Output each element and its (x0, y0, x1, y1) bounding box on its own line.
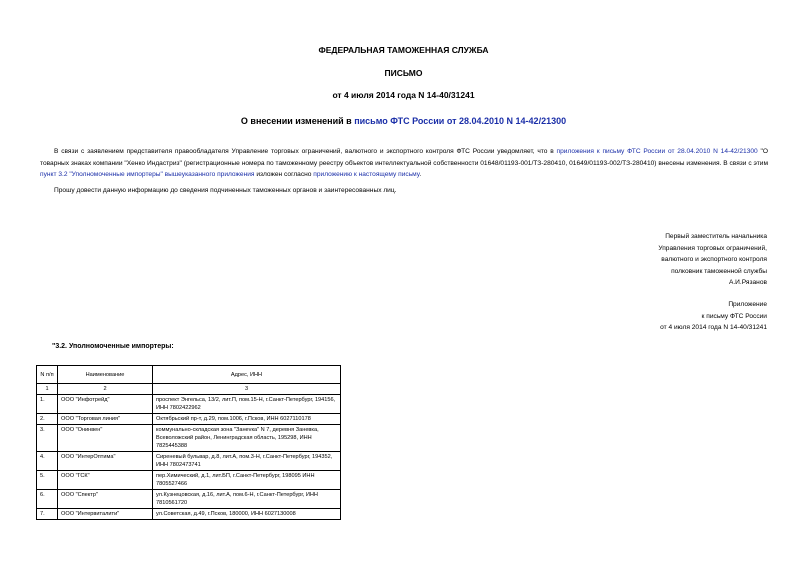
table-row (37, 452, 341, 471)
header-cell-name: Наименование (58, 366, 153, 384)
importer-name: ООО "ИнтерОптима" (58, 452, 153, 471)
body-paragraph-1 (40, 146, 768, 181)
p1-text-d: . (419, 171, 422, 178)
p1-link-appendices[interactable]: приложения к письму ФТС России от 28.04.2010 N 14-42/21300 (556, 148, 758, 155)
appendix-header (567, 299, 767, 334)
signature-line: Управления торговых ограничений, (658, 244, 767, 252)
table-row (37, 395, 341, 414)
header-cell-address: Адрес, ИНН (153, 366, 341, 384)
column-number: 2 (58, 384, 153, 395)
signatory-name: А.И.Рязанов (728, 279, 767, 286)
appendix-line: к письму ФТС России (701, 312, 767, 320)
table-header-row (37, 366, 341, 384)
header-cell-number: N п/п (37, 366, 58, 384)
table-row (37, 425, 341, 452)
importers-table (36, 365, 341, 520)
importer-name: ООО "Инфотрейд" (58, 395, 153, 414)
signature-line: Первый заместитель начальника (665, 233, 767, 240)
appendix-line: от 4 июля 2014 года N 14-40/31241 (660, 324, 767, 331)
p1-text-b: "О товарных знаках компании "Хенко Индастриз" (регистрационные номера по таможенному реестру объектов интеллектуальной собственности 01648/01193-001/ТЗ-280410, 01649/01193-002/ТЗ-280410) внесены изменения. В связи с этим (40, 148, 768, 167)
importer-address: коммунально-складская зона "Занevка" N 7, деревня Заневка, Всеволожский район, Ленинградская область, 195298, ИНН 7825445388 (153, 425, 341, 452)
subject-link[interactable]: письмо ФТС России от 28.04.2010 N 14-42/21300 (354, 116, 567, 126)
importer-name: ООО "Торговая линия" (58, 414, 153, 425)
row-number: 6. (37, 490, 58, 509)
subject-prefix: О внесении изменений в (240, 116, 355, 126)
row-number: 1. (37, 395, 58, 414)
table-row (37, 414, 341, 425)
column-number: 3 (153, 384, 341, 395)
row-number: 4. (37, 452, 58, 471)
body-paragraph-2: Прошу довести данную информацию до сведения подчиненных таможенных органов и заинтересованных лиц. (54, 187, 397, 194)
p1-text-c: изложен согласно (254, 171, 314, 178)
row-number: 3. (37, 425, 58, 452)
importer-address: ул.Советская, д.49, г.Псков, 180000, ИНН 6027130008 (153, 509, 341, 520)
row-number: 5. (37, 471, 58, 490)
importer-name: ООО "ГСК" (58, 471, 153, 490)
section-title: "3.2. Уполномоченные импортеры: (52, 343, 174, 350)
p1-link-item-3-2[interactable]: пункт 3.2 "Уполномоченные импортеры" вышеуказанного приложения (40, 171, 255, 178)
importer-address: ул.Кузнецовская, д.16, лит.А, пом.6-Н, г.Санкт-Петербург, ИНН 7810561720 (153, 490, 341, 509)
agency-title: ФЕДЕРАЛЬНАЯ ТАМОЖЕННАЯ СЛУЖБА (318, 45, 489, 55)
importer-address: проспект Энгельса, 13/2, лит.П, пом.15-Н, г.Санкт-Петербург, 194156, ИНН 7802422962 (153, 395, 341, 414)
signature-line: валютного и экспортного контроля (661, 256, 767, 263)
signature-line: полковник таможенной службы (671, 267, 767, 275)
importer-address: пер.Химический, д.1, лит.БП, г.Санкт-Петербург, 198095 ИНН 7805527466 (153, 471, 341, 490)
importer-name: ООО "Онинвен" (58, 425, 153, 452)
table-row (37, 509, 341, 520)
importer-address: Сиреневый бульвар, д.8, лит.А, пом.3-Н, г.Санкт-Петербург, 194352, ИНН 7802473741 (153, 452, 341, 471)
importer-address: Октябрьский пр-т, д.29, пом.1006, г.Псков, ИНН 6027110178 (153, 414, 341, 425)
signature-block (567, 231, 767, 289)
document-type: ПИСЬМО (384, 68, 423, 78)
document-date-number: от 4 июля 2014 года N 14-40/31241 (332, 90, 475, 100)
row-number: 2. (37, 414, 58, 425)
row-number: 7. (37, 509, 58, 520)
importer-name: ООО "Спектр" (58, 490, 153, 509)
p1-link-appendix[interactable]: приложению к настоящему письму (313, 171, 420, 178)
table-row (37, 490, 341, 509)
column-number-row (37, 384, 341, 395)
p1-text-a: В связи с заявлением представителя правообладателя Управление торговых ограничений, валютного и экспортного контроля ФТС России уведомляет, что в (54, 148, 557, 155)
document-subject (0, 116, 807, 126)
column-number: 1 (37, 384, 58, 395)
appendix-line: Приложение (728, 301, 767, 308)
importer-name: ООО "Интервиталити" (58, 509, 153, 520)
table-row (37, 471, 341, 490)
